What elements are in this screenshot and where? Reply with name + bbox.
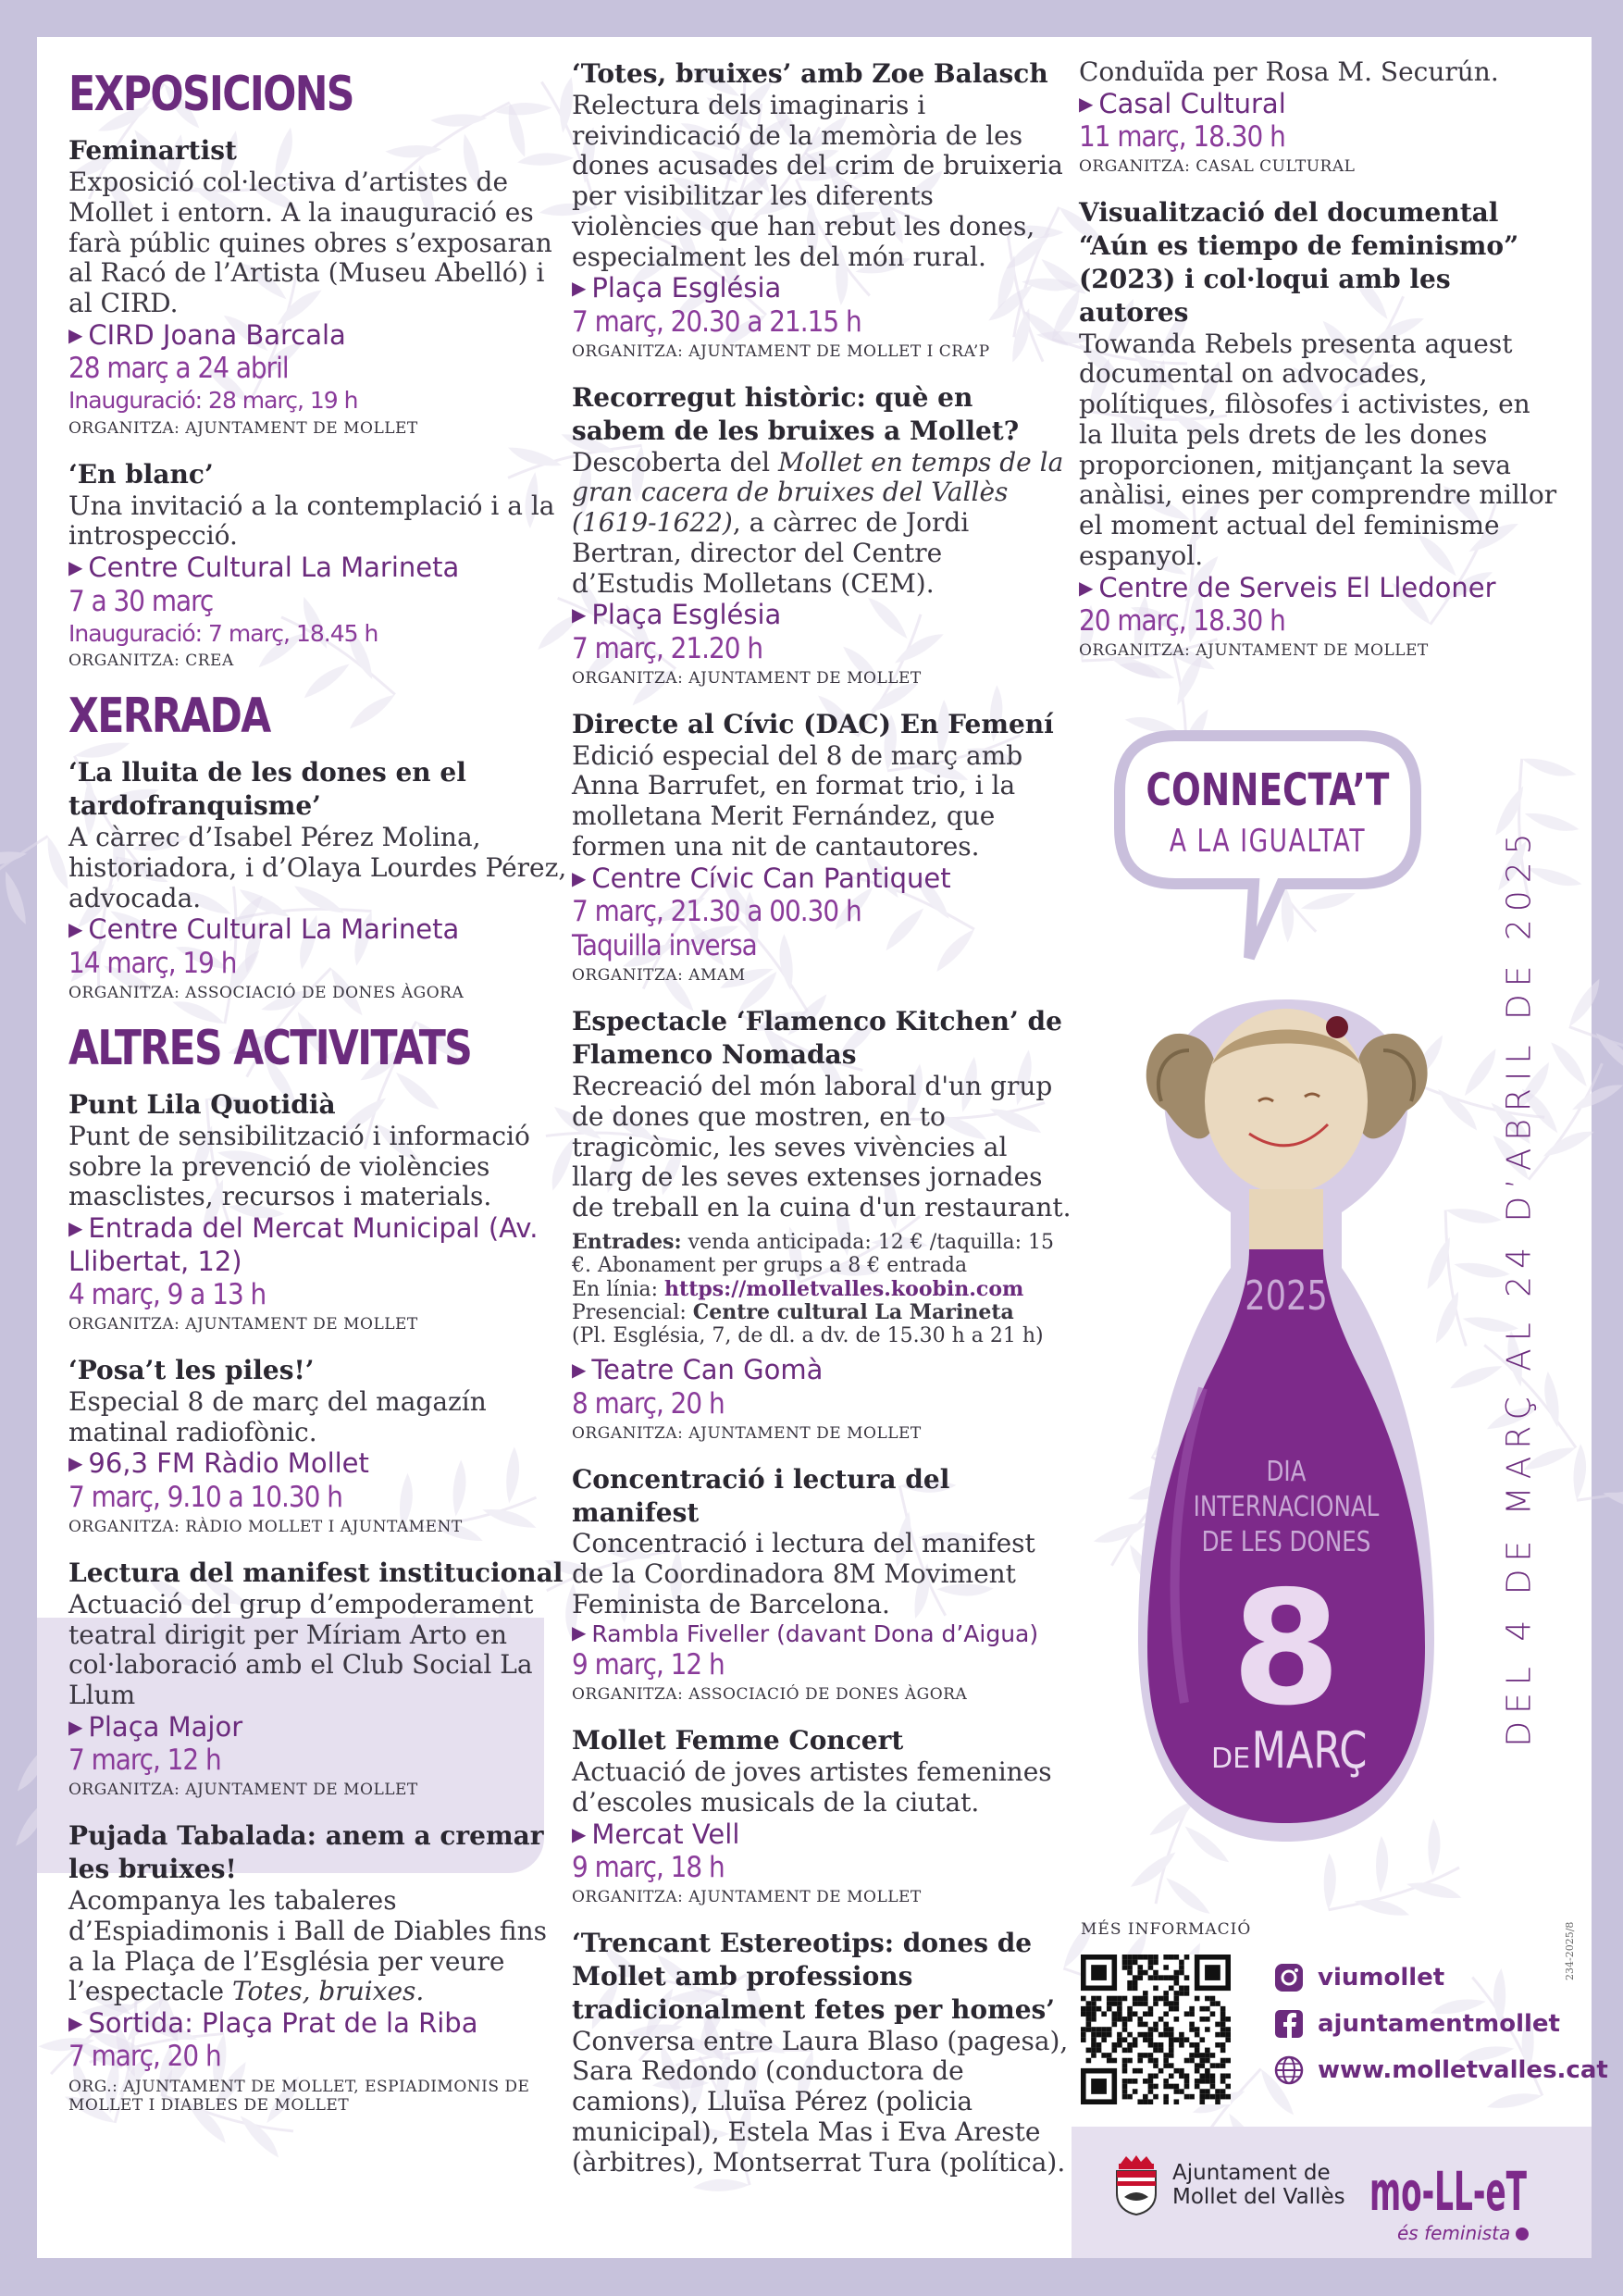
event-location: [572, 1818, 1072, 1851]
event-totes-bruixes: [572, 57, 1072, 361]
event-date: 7 març, 21.30 a 00.30 h: [572, 895, 861, 929]
doll-de: DE: [1210, 1743, 1251, 1775]
event-date: 11 març, 18.30 h: [1079, 120, 1285, 155]
play-triangle-icon: ▶: [572, 603, 587, 627]
ajuntament-logo: [1113, 2154, 1345, 2215]
event-title: ‘Posa’t les piles!’: [68, 1355, 315, 1386]
event-date: 7 a 30 març: [68, 584, 214, 618]
event-location: [572, 1620, 1072, 1649]
event-date: 7 març, 9.10 a 10.30 h: [68, 1480, 342, 1514]
event-title: ‘Trencant Estereotips: dones de Mollet amb professions tradicionalment fetes per homes’: [572, 1928, 1056, 2025]
event-location: [68, 1711, 568, 1744]
event-description: Actuació del grup d’empoderament teatral dirigit per Míriam Arto en col·laboració amb el Club Social La Llum: [68, 1588, 534, 1711]
event-documental: [1079, 196, 1560, 660]
event-date: 20 març, 18.30 h: [1079, 604, 1285, 638]
event-organizer: ORGANITZA: AJUNTAMENT DE MOLLET: [572, 668, 922, 688]
location-text: Casal Cultural: [1098, 87, 1286, 119]
event-date: 7 març, 20.30 a 21.15 h: [572, 304, 861, 339]
facebook-link[interactable]: [1273, 2008, 1560, 2040]
description-italic: Totes, bruixes.: [232, 1976, 425, 2007]
vertical-date-range: DEL 4 DE MARÇ AL 24 D’ABRIL DE 2025: [1500, 825, 1539, 1747]
event-organizer: ORGANITZA: AJUNTAMENT DE MOLLET: [68, 1315, 418, 1334]
event-title: ‘Totes, bruixes’ amb Zoe Balasch: [572, 58, 1048, 89]
event-date: 7 març, 20 h: [68, 2040, 221, 2074]
event-title: Recorregut històric: què en sabem de les bruixes a Mollet?: [572, 381, 1020, 446]
website-url: www.molletvalles.cat: [1318, 2056, 1608, 2084]
event-date: 8 març, 20 h: [572, 1386, 725, 1421]
location-text: Plaça Major: [88, 1710, 243, 1743]
event-ticket-note: Taquilla inversa: [572, 929, 757, 963]
event-trencant-estereotips: [572, 1927, 1072, 2178]
doll-line-1: DIA: [1266, 1456, 1307, 1488]
event-organizer: ORGANITZA: AJUNTAMENT DE MOLLET: [68, 1781, 418, 1800]
event-organizer: ORGANITZA: RÀDIO MOLLET I AJUNTAMENT: [68, 1517, 463, 1536]
doll-month: MARÇ: [1251, 1721, 1368, 1781]
instagram-handle: viumollet: [1318, 1964, 1445, 1992]
play-triangle-icon: ▶: [572, 277, 587, 300]
event-date: 4 març, 9 a 13 h: [68, 1277, 266, 1311]
online-url-link[interactable]: https://molletvalles.koobin.com: [664, 1276, 1024, 1301]
event-description: Edició especial del 8 de març amb Anna Barrufet, en format trio, i la molletana Merit Fernández, que formen una nit de cantautores.: [572, 739, 1023, 862]
location-text: Plaça Església: [591, 599, 782, 631]
play-triangle-icon: ▶: [68, 1715, 83, 1738]
event-title: Lectura del manifest institucional: [68, 1557, 564, 1588]
description-text: Descoberta del: [572, 446, 779, 478]
poster-sheet: [37, 37, 1608, 2258]
print-code: 234-2025/8: [1564, 1921, 1576, 1980]
bubble-line-2: A LA IGUALTAT: [1169, 823, 1367, 860]
event-organizer: ORGANITZA: AJUNTAMENT DE MOLLET: [572, 1888, 922, 1907]
column-middle: [572, 57, 1072, 2198]
event-punt-lila: [68, 1088, 568, 1334]
presencial-detail: (Pl. Església, 7, de dl. a dv. de 15.30 h a 21 h): [572, 1324, 1044, 1348]
location-text: Plaça Església: [591, 272, 782, 304]
event-description: Actuació de joves artistes femenines d’escoles musicals de la ciutat.: [572, 1756, 1052, 1818]
location-text: Entrada del Mercat Municipal (Av. Llibertat, 12): [68, 1212, 539, 1277]
event-date: 7 març, 12 h: [68, 1744, 221, 1778]
location-text: Mercat Vell: [591, 1818, 740, 1850]
play-triangle-icon: ▶: [572, 1822, 587, 1845]
event-organizer: ORGANITZA: AJUNTAMENT DE MOLLET: [572, 1423, 922, 1443]
description-text: , a càrrec de Jordi Bertran, director del Centre d’Estudis Molletans (CEM).: [572, 507, 970, 599]
event-femme-concert: [572, 1724, 1072, 1906]
event-directe-civic: [572, 708, 1072, 986]
globe-icon: [1273, 2054, 1305, 2086]
event-title: Feminartist: [68, 135, 237, 167]
play-triangle-icon: ▶: [572, 866, 587, 889]
event-title: ‘La lluita de les dones en el tardofranquisme’: [68, 757, 466, 822]
description-italic: Mollet en temps de la gran cacera de bruixes del Vallès (1619-1622): [572, 446, 1064, 539]
play-triangle-icon: ▶: [572, 1620, 587, 1644]
tickets-label: Entrades:: [572, 1229, 682, 1254]
event-location: [572, 1354, 1072, 1386]
event-description: A càrrec d’Isabel Pérez Molina, historiadora, i d’Olaya Lourdes Pérez, advocada.: [68, 822, 567, 913]
facebook-handle: ajuntamentmollet: [1318, 2010, 1560, 2038]
event-organizer: ORGANITZA: AJUNTAMENT DE MOLLET: [1079, 641, 1429, 661]
play-triangle-icon: ▶: [68, 918, 83, 941]
mollet-feminista-logo: [1369, 2156, 1555, 2253]
doll-illustration: [1110, 962, 1462, 1892]
event-organizer: ORG.: AJUNTAMENT DE MOLLET, ESPIADIMONIS DE MOLLET I DIABLES DE MOLLET: [68, 2077, 530, 2115]
location-text: Sortida: Plaça Prat de la Riba: [88, 2007, 478, 2040]
section-title-exposicions: EXPOSICIONS: [68, 67, 353, 122]
event-description: Recreació del món laboral d'un grup de dones que mostren, en to tragicòmic, les seves vivències al llarg de les seves extenses jornades de treball en la cuina d'un restaurant.: [572, 1071, 1072, 1223]
qr-code[interactable]: [1081, 1955, 1231, 2104]
event-date: 9 març, 18 h: [572, 1851, 725, 1884]
hair-bead: [1326, 1016, 1348, 1038]
bubble-line-1: CONNECTA’T: [1146, 764, 1390, 817]
event-location: [68, 1212, 568, 1278]
doll-number: 8: [1231, 1558, 1342, 1741]
event-organizer: ORGANITZA: ASSOCIACIÓ DE DONES ÀGORA: [572, 1685, 968, 1705]
location-text: Centre de Serveis El Lledoner: [1098, 571, 1496, 603]
event-date: 14 març, 19 h: [68, 946, 237, 980]
event-organizer: ORGANITZA: AJUNTAMENT DE MOLLET I CRA’P: [572, 341, 990, 361]
tickets-text: venda anticipada: 12 € /taquilla: 15 €. Abonament per grups a 8 € entrada: [572, 1230, 1055, 1277]
event-organizer: ORGANITZA: CASAL CULTURAL: [1079, 157, 1356, 177]
event-description: Exposició col·lectiva d’artistes de Mollet i entorn. A la inauguració es farà públic quines obres s’exposaran al Racó de l’Artista (Museu Abelló) i al CIRD.: [68, 167, 552, 319]
event-feminartist: [68, 134, 568, 438]
play-triangle-icon: ▶: [68, 556, 83, 579]
mollet-logo-tagline: és feminista: [1397, 2222, 1511, 2244]
instagram-link[interactable]: [1273, 1962, 1444, 1993]
column-right: [1079, 57, 1560, 680]
online-label: En línia:: [572, 1277, 665, 1301]
play-triangle-icon: ▶: [1079, 576, 1094, 599]
section-title-xerrada: XERRADA: [68, 689, 270, 745]
presencial-place: Centre cultural La Marineta: [692, 1300, 1014, 1325]
event-location: [1079, 88, 1560, 120]
event-organizer: ORGANITZA: CREA: [68, 652, 234, 671]
event-continuation: [1079, 57, 1560, 176]
event-title: Pujada Tabalada: anem a cremar les bruixes!: [68, 1820, 544, 1885]
speech-bubble-shape: [1110, 726, 1425, 967]
event-date: 7 març, 21.20 h: [572, 631, 763, 665]
play-triangle-icon: ▶: [68, 323, 83, 346]
event-description: Conversa entre Laura Blaso (pagesa), Sara Redondo (conductora de camions), Lluïsa Pérez (policia municipal), Estela Mas i Eva Areste (àrbitres), Montserrat Tura (política).: [572, 2025, 1069, 2178]
event-description: [572, 448, 1072, 600]
more-info-label: MÉS INFORMACIÓ: [1081, 1920, 1252, 1939]
event-location: [572, 599, 1072, 631]
doll-year: 2025: [1245, 1272, 1328, 1321]
location-text: Centre Cívic Can Pantiquet: [591, 862, 951, 894]
event-inauguration: Inauguració: 28 març, 19 h: [68, 387, 358, 415]
event-organizer: ORGANITZA: ASSOCIACIÓ DE DONES ÀGORA: [68, 983, 465, 1002]
website-link[interactable]: [1273, 2054, 1608, 2086]
facebook-icon: [1273, 2008, 1305, 2040]
event-location: [68, 319, 568, 352]
mollet-logo-text: mo-LL-eT: [1369, 2160, 1528, 2223]
event-description: Towanda Rebels presenta aquest documental on advocades, polítiques, filòsofes i activistes, en la lluita pels drets de les dones proporcionen, mitjançant la seva anàlisi, eines per comprendre millor el moment actual del feminisme espanyol.: [1079, 328, 1557, 571]
event-inauguration: Inauguració: 7 març, 18.45 h: [68, 619, 378, 647]
event-location: [68, 913, 568, 946]
event-location: [1079, 572, 1560, 604]
doll-figure: [1110, 962, 1462, 1888]
location-text: CIRD Joana Barcala: [88, 318, 346, 351]
event-lectura-manifest: [68, 1557, 568, 1799]
ticket-info: [572, 1231, 1072, 1348]
event-recorregut-historic: [572, 381, 1072, 688]
play-triangle-icon: ▶: [68, 1217, 83, 1240]
event-flamenco-kitchen: [572, 1005, 1072, 1442]
event-pujada-tabalada: [68, 1819, 568, 2114]
doll-line-3: DE LES DONES: [1201, 1526, 1371, 1558]
coat-of-arms-icon: [1113, 2154, 1159, 2215]
event-description: Conduïda per Rosa M. Securún.: [1079, 56, 1499, 87]
event-title: Punt Lila Quotidià: [68, 1089, 336, 1121]
event-title: Concentració i lectura del manifest: [572, 1463, 950, 1528]
event-title: ‘En blanc’: [68, 458, 214, 490]
event-organizer: ORGANITZA: AMAM: [572, 966, 746, 986]
event-title: Mollet Femme Concert: [572, 1725, 904, 1756]
location-text: Teatre Can Gomà: [591, 1354, 824, 1386]
play-triangle-icon: ▶: [572, 1359, 587, 1382]
location-text: Centre Cultural La Marineta: [88, 913, 460, 946]
event-organizer: ORGANITZA: AJUNTAMENT DE MOLLET: [68, 418, 418, 438]
event-title: Espectacle ‘Flamenco Kitchen’ de Flamenco Nomadas: [572, 1006, 1062, 1071]
event-description: Punt de sensibilització i informació sobre la prevenció de violències masclistes, recursos i materials.: [68, 1120, 530, 1212]
section-title-altres: ALTRES ACTIVITATS: [68, 1020, 472, 1076]
column-left: [68, 57, 568, 2135]
mollet-logo-graphic: [1369, 2156, 1555, 2249]
event-description: Especial 8 de març del magazín matinal radiofònic.: [68, 1385, 487, 1447]
event-title: Visualització del documental “Aún es tiempo de feminismo” (2023) i col·loqui amb les autores: [1079, 197, 1519, 328]
play-triangle-icon: ▶: [68, 2012, 83, 2035]
event-description: Concentració i lectura del manifest de la Coordinadora 8M Moviment Feminista de Barcelona.: [572, 1528, 1035, 1620]
location-text: Rambla Fiveller (davant Dona d’Aigua): [591, 1620, 1039, 1647]
event-location: [68, 2007, 568, 2040]
ajuntament-line-1: Ajuntament de: [1172, 2160, 1331, 2185]
description-text: Acompanya les tabaleres d’Espiadimonis i Ball de Diables fins a la Plaça de l’Església per veure l’espectacle: [68, 1885, 547, 2007]
event-description: Relectura dels imaginaris i reivindicació de la memòria de les dones acusades del crim de bruixeria per visibilitzar les diferents violències que han rebut les dones, especialment les del món rural.: [572, 89, 1063, 272]
event-date: 9 març, 12 h: [572, 1648, 725, 1682]
play-triangle-icon: ▶: [68, 1452, 83, 1475]
event-location: [68, 552, 568, 584]
event-title: Directe al Cívic (DAC) En Femení: [572, 708, 1054, 739]
event-en-blanc: [68, 458, 568, 670]
event-location: [572, 863, 1072, 895]
presencial-label: Presencial:: [572, 1301, 693, 1325]
event-description: Una invitació a la contemplació i a la introspecció.: [68, 490, 555, 552]
event-posat-piles: [68, 1354, 568, 1536]
event-date: 28 març a 24 abril: [68, 352, 289, 386]
speech-bubble: [1110, 726, 1425, 971]
location-text: 96,3 FM Ràdio Mollet: [88, 1447, 369, 1480]
event-location: [68, 1447, 568, 1480]
doll-line-2: INTERNACIONAL: [1193, 1491, 1380, 1523]
event-description: [68, 1886, 568, 2007]
event-lluita-dones: [68, 756, 568, 1001]
ajuntament-line-2: Mollet del Vallès: [1172, 2185, 1345, 2209]
instagram-icon: [1273, 1962, 1305, 1993]
event-concentracio: [572, 1463, 1072, 1705]
event-location: [572, 272, 1072, 304]
location-text: Centre Cultural La Marineta: [88, 552, 460, 584]
play-triangle-icon: ▶: [1079, 92, 1094, 115]
